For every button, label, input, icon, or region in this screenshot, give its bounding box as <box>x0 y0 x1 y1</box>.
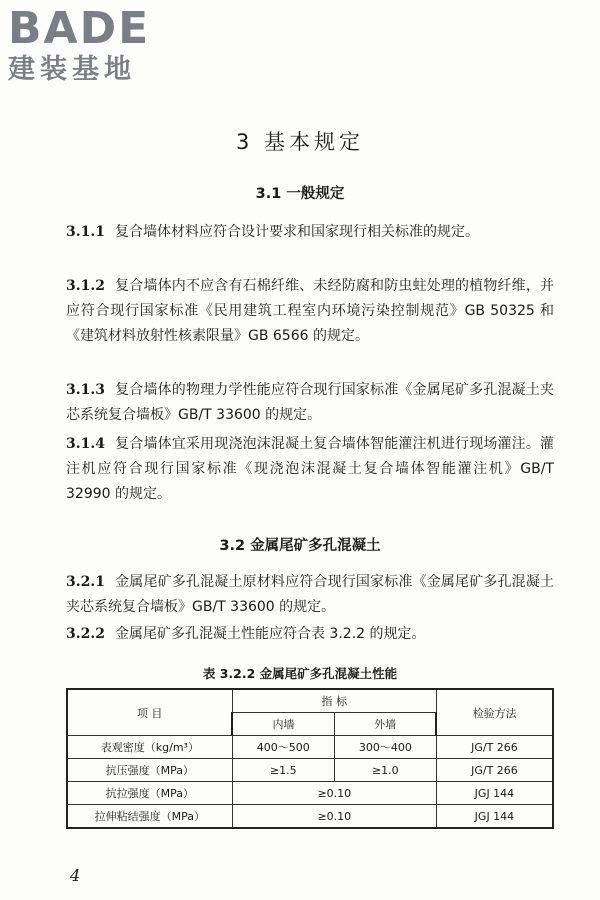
row-item: 抗拉强度（MPa） <box>67 782 232 805</box>
row-merged-value: ≥0.10 <box>232 782 436 805</box>
clause-number: 3.2.2 <box>66 626 105 642</box>
performance-table <box>66 688 554 829</box>
clause-text: 复合墙体内不应含有石棉纤维、未经防腐和防虫蛀处理的植物纤维，并应符合现行国家标准《民用建筑工程室内环境污染控制规范》GB 50325 和《建筑材料放射性核素限量》GB 6566 的规定。 <box>66 278 554 344</box>
clause-number: 3.2.1 <box>66 574 105 590</box>
row-item: 拉伸粘结强度（MPa） <box>67 805 232 829</box>
header-outer-wall: 外墙 <box>334 713 436 736</box>
row-outer: 300～400 <box>334 736 436 759</box>
table-caption: 表 3.2.2 金属尾矿多孔混凝土性能 <box>202 666 398 681</box>
publisher-logo <box>8 3 178 86</box>
clause-text: 复合墙体的物理力学性能应符合现行国家标准《金属尾矿多孔混凝土夹芯系统复合墙板》GB/T 33600 的规定。 <box>66 382 554 423</box>
row-item: 抗压强度（MPa） <box>67 759 232 782</box>
clause-number: 3.1.2 <box>66 278 105 294</box>
clause-3-1-1 <box>66 220 554 245</box>
clause-number: 3.1.3 <box>66 382 105 398</box>
table-row <box>67 759 553 782</box>
section-title-3-1: 3.1 一般规定 <box>255 186 345 202</box>
clause-3-1-3 <box>66 378 554 428</box>
header-inner-wall: 内墙 <box>232 713 334 736</box>
clause-number: 3.1.4 <box>66 436 105 452</box>
page-number: 4 <box>70 866 81 885</box>
header-method: 检验方法 <box>436 689 553 736</box>
row-method: JG/T 266 <box>436 759 553 782</box>
clause-3-2-2 <box>66 622 554 647</box>
clause-3-1-2 <box>66 274 554 349</box>
row-merged-value: ≥0.10 <box>232 805 436 829</box>
table-row <box>67 736 553 759</box>
clause-text: 复合墙体宜采用现浇泡沫混凝土复合墙体智能灌注机进行现场灌注。灌注机应符合现行国家标准《现浇泡沫混凝土复合墙体智能灌注机》GB/T 32990 的规定。 <box>66 436 554 502</box>
section-title-3-2: 3.2 金属尾矿多孔混凝土 <box>219 538 381 554</box>
logo-main-text: BADE <box>8 3 151 54</box>
table-row <box>67 782 553 805</box>
row-method: JGJ 144 <box>436 782 553 805</box>
table-row <box>67 805 553 829</box>
row-inner: 400～500 <box>232 736 334 759</box>
row-method: JG/T 266 <box>436 736 553 759</box>
clause-text: 金属尾矿多孔混凝土性能应符合表 3.2.2 的规定。 <box>114 626 426 642</box>
clause-number: 3.1.1 <box>66 224 105 240</box>
header-item: 项 目 <box>67 689 232 736</box>
clause-text: 复合墙体材料应符合设计要求和国家现行相关标准的规定。 <box>114 224 479 240</box>
clause-3-1-4 <box>66 432 554 507</box>
chapter-title: 3 基本规定 <box>235 130 365 154</box>
clause-text: 金属尾矿多孔混凝土原材料应符合现行国家标准《金属尾矿多孔混凝土夹芯系统复合墙板》GB/T 33600 的规定。 <box>66 574 554 615</box>
row-method: JGJ 144 <box>436 805 553 829</box>
logo-sub-text: 建装基地 <box>8 54 136 85</box>
row-outer: ≥1.0 <box>334 759 436 782</box>
header-indicator: 指 标 <box>232 689 436 713</box>
clause-3-2-1 <box>66 570 554 620</box>
row-inner: ≥1.5 <box>232 759 334 782</box>
row-item: 表观密度（kg/m³） <box>67 736 232 759</box>
